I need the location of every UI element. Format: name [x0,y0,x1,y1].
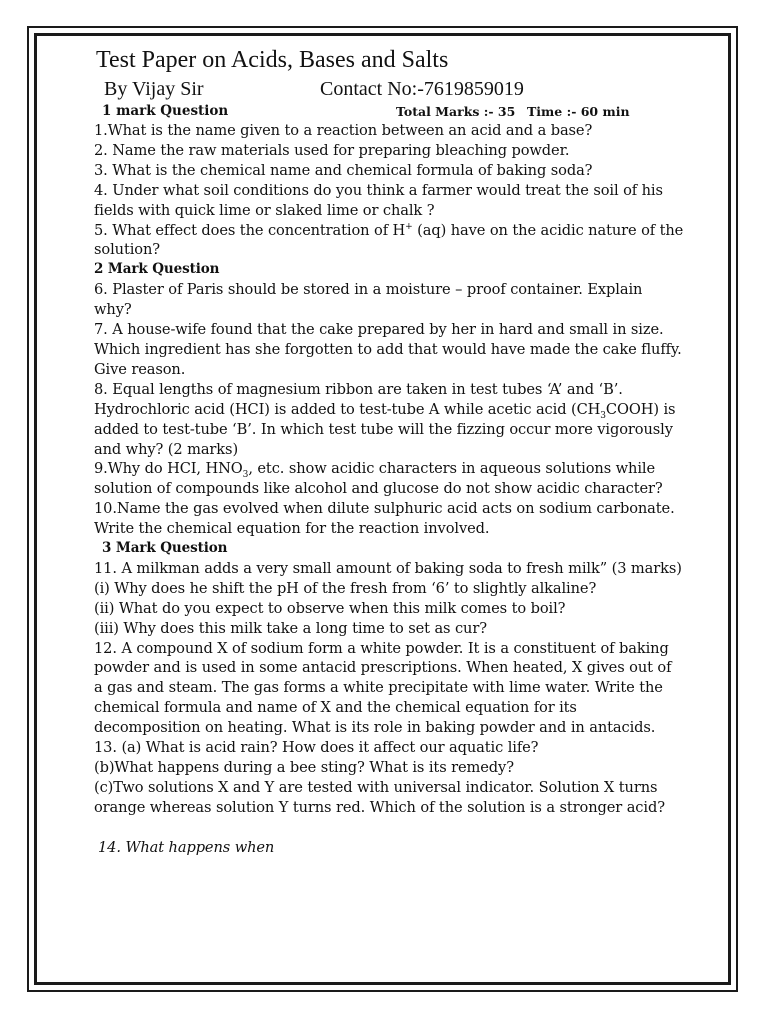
question-11-i: (i) Why does he shift the pH of the fresh from ‘6’ to slightly alkaline? [94,579,597,597]
question-13-b: (b)What happens during a bee sting? What is its remedy? [94,759,514,776]
subscript-3: 3 [600,410,606,421]
question-13-c: (c)Two solutions X and Y are tested with universal indicator. Solution X turns orange whereas solution Y turns red. Which of the solution is a stronger acid? [94,778,665,816]
question-6: 6. Plaster of Paris should be stored in a moisture – proof container. Explain why? [94,281,643,319]
author: By Vijay Sir [104,78,204,100]
superscript-plus: + [405,221,413,232]
question-13-a: 13. (a) What is acid rain? How does it affect our aquatic life? [94,739,539,757]
total-marks: Total Marks :- 35 [396,104,516,119]
question-8-text: 8. Equal lengths of magnesium ribbon are taken in test tubes ‘A’ and ‘B’. Hydrochloric acid (HCI) is added to test-tube A while acetic acid (CH [94,380,623,418]
subscript-3: 3 [242,470,249,481]
question-11: 11. A milkman adds a very small amount of baking soda to fresh milk” (3 marks) [94,559,682,577]
question-8-text-end: COOH) is added to test-tube ‘B’. In which test tube will the fizzing occur more vigorously and why? (2 marks) [94,400,676,458]
question-3: 3. What is the chemical name and chemical formula of baking soda? [94,161,593,179]
question-2: 2. Name the raw materials used for preparing bleaching powder. [94,141,570,159]
time-limit: Time :- 60 min [527,104,630,119]
question-14: 14. What happens when [98,838,275,856]
question-5-text-end: (aq) have on the acidic nature of the solution? [94,221,684,259]
question-7: 7. A house-wife found that the cake prepared by her in hard and small in size. Which ingredient has she forgotten to add that would have made the cake fluffy. Give reason. [94,321,682,378]
contact-number: Contact No:-7619859019 [320,78,524,100]
question-9-text: 9.Why do HCI, HNO [94,460,243,478]
section-heading-2-mark: 2 Mark Question [94,261,220,278]
test-paper [94,44,684,858]
question-12: 12. A compound X of sodium form a white powder. It is a constituent of baking powder and is used in some antacid prescriptions. When heated, X gives out of a gas and steam. The gas forms a white precipitate with lime water. Write the chemical formula and name of X and the chemical equation for its decomposition on heating. What is its role in baking powder and in antacids. [94,639,672,737]
question-11-iii: (iii) Why does this milk take a long time to set as cur? [94,619,487,637]
question-9-text-end: , etc. show acidic characters in aqueous solutions while solution of compounds like alcohol and glucose do not show acidic character? [94,460,663,498]
question-5 [94,221,684,261]
question-9 [94,459,684,499]
byline [104,76,684,102]
questions [94,121,684,858]
meta-row [94,102,684,121]
spacer [94,818,684,838]
question-5-text: 5. What effect does the concentration of H [94,221,406,239]
question-4: 4. Under what soil conditions do you think a farmer would treat the soil of his fields with quick lime or slaked lime or chalk ? [94,181,663,219]
question-1: 1.What is the name given to a reaction between an acid and a base? [94,122,593,139]
section-heading-3-mark: 3 Mark Question [102,540,228,557]
section-heading-1-mark: 1 mark Question [102,103,229,119]
question-10: 10.Name the gas evolved when dilute sulphuric acid acts on sodium carbonate. Write the chemical equation for the reaction involved. [94,500,675,538]
question-8 [94,380,684,460]
paper-title: Test Paper on Acids, Bases and Salts [96,47,449,73]
question-11-ii: (ii) What do you expect to observe when this milk comes to boil? [94,599,566,617]
